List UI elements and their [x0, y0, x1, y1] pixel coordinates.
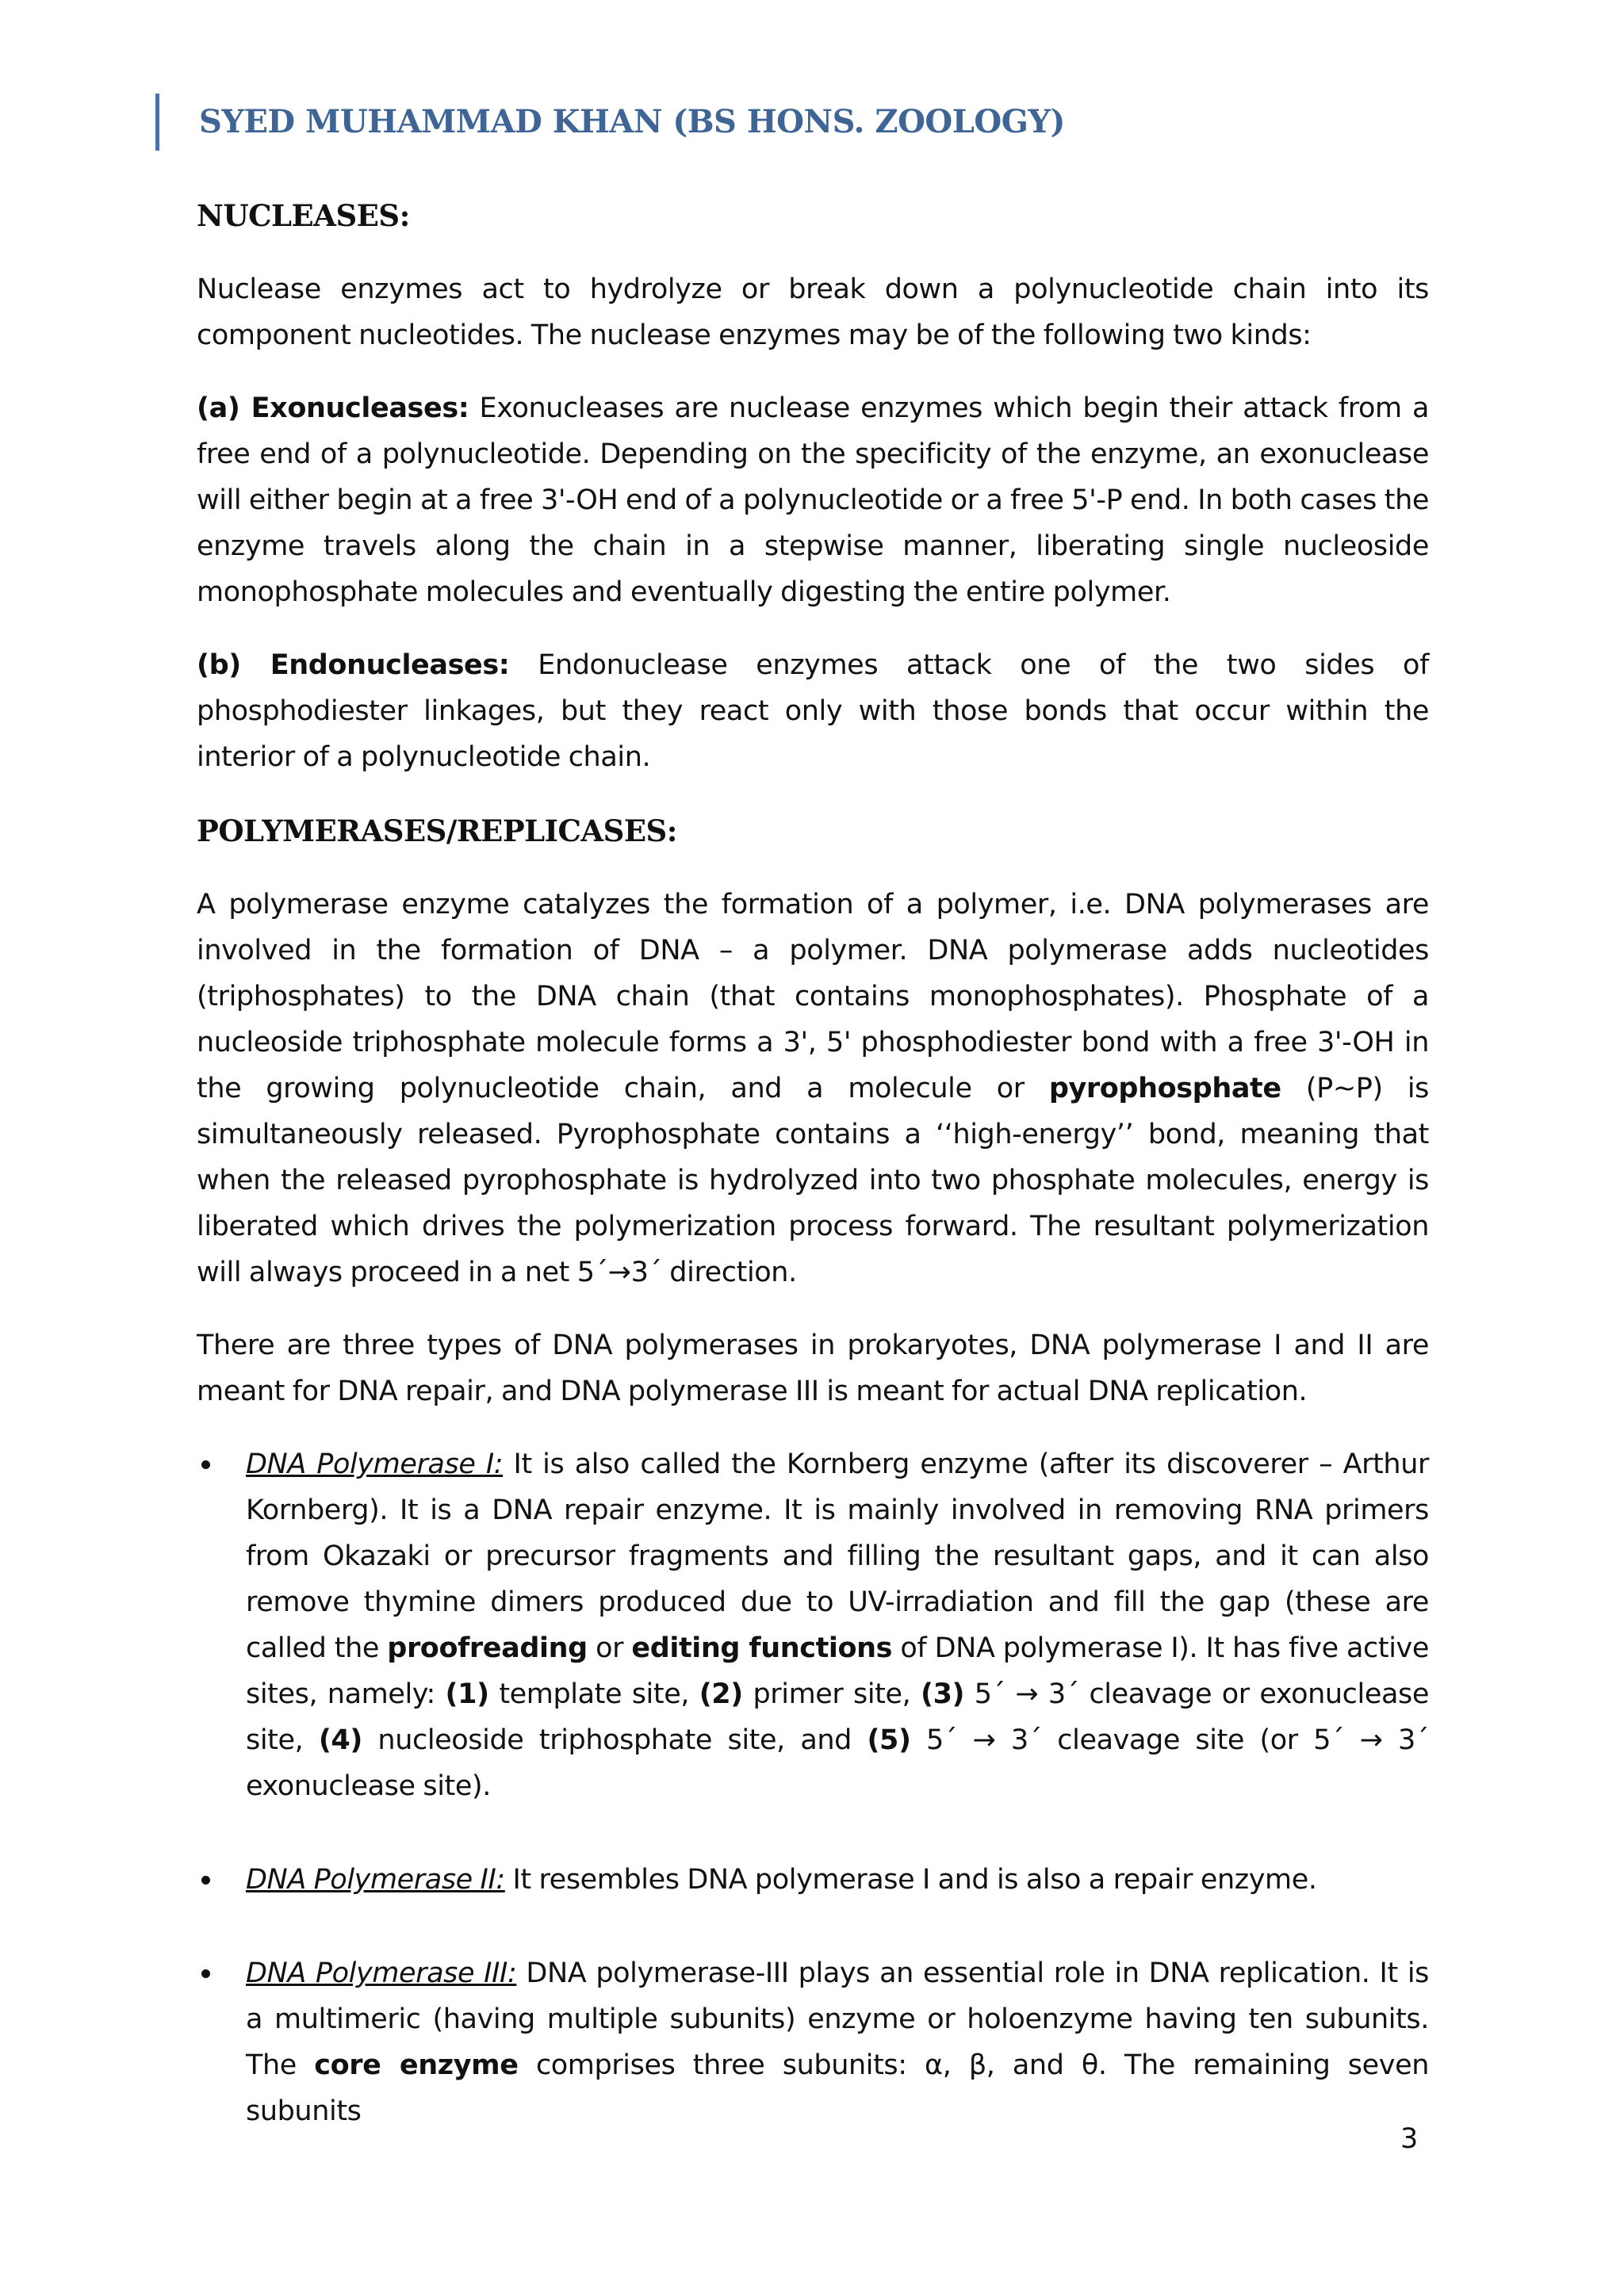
page-number: 3	[1400, 2123, 1419, 2155]
list-item-pol2: DNA Polymerase II: It resembles DNA polymerase I and is also a repair enzyme.	[197, 1857, 1429, 1903]
bullet-icon	[201, 1969, 210, 1978]
endonucleases-paragraph: (b) Endonucleases: Endonuclease enzymes attack one of the two sides of phosphodiester linkages, but they react only with those bonds that occur within the interior of a polynucleotide chain.	[197, 649, 1429, 773]
pol3-term: DNA Polymerase III:	[246, 1957, 517, 1989]
polymerases-paragraph-1: A polymerase enzyme catalyzes the formation of a polymer, i.e. DNA polymerases are involved in the formation of DNA – a polymer. DNA polymerase adds nucleotides (triphosphates) to the DNA chain (that contains monophosphates). Phosphate of a nucleoside triphosphate molecule forms a 3', 5' phosphodiester bond with a free 3'-OH in the growing polynucleotide chain, and a molecule or pyrophosphate (P~P) is simultaneously released. Pyrophosphate contains a ‘‘high-energy’’ bond, meaning that when the released pyrophosphate is hydrolyzed into two phosphate molecules, energy is liberated which drives the polymerization process forward. The resultant polymerization will always proceed in a net 5´→3´ direction.	[197, 889, 1429, 1288]
endonucleases-label: (b) Endonucleases:	[197, 649, 510, 681]
pol2-term: DNA Polymerase II:	[246, 1864, 505, 1896]
polymerase-list	[197, 1441, 1429, 2134]
exonucleases-label: (a) Exonucleases:	[197, 392, 469, 424]
nucleases-heading: NUCLEASES:	[197, 198, 410, 233]
page-header	[155, 94, 1065, 151]
pol1-term: DNA Polymerase I:	[246, 1448, 504, 1480]
bullet-icon	[201, 1876, 210, 1885]
list-item-pol3: DNA Polymerase III: DNA polymerase-III plays an essential role in DNA replication. It is a multimeric (having multiple subunits) enzyme or holoenzyme having ten subunits. The core enzyme comprises three subunits: α, β, and θ. The remaining seven subunits	[197, 1950, 1429, 2134]
nucleases-intro: Nuclease enzymes act to hydrolyze or break down a polynucleotide chain into its component nucleotides. The nuclease enzymes may be of the following two kinds:	[197, 274, 1429, 351]
bullet-icon	[201, 1460, 210, 1469]
list-item-pol1: DNA Polymerase I: It is also called the Kornberg enzyme (after its discoverer – Arthur Kornberg). It is a DNA repair enzyme. It is mainly involved in removing RNA primers from Okazaki or precursor fragments and filling the resultant gaps, and it can also remove thymine dimers produced due to UV-irradiation and fill the gap (these are called the proofreading or editing functions of DNA polymerase I). It has five active sites, namely: (1) template site, (2) primer site, (3) 5´ → 3´ cleavage or exonuclease site, (4) nucleoside triphosphate site, and (5) 5´ → 3´ cleavage site (or 5´ → 3´ exonuclease site).	[197, 1441, 1429, 1809]
exonucleases-paragraph: (a) Exonucleases: Exonucleases are nuclease enzymes which begin their attack from a free end of a polynucleotide. Depending on the specificity of the enzyme, an exonuclease will either begin at a free 3'-OH end of a polynucleotide or a free 5'-P end. In both cases the enzyme travels along the chain in a stepwise manner, liberating single nucleoside monophosphate molecules and eventually digesting the entire polymer.	[197, 392, 1429, 608]
document-body	[197, 190, 1429, 2134]
polymerases-heading: POLYMERASES/REPLICASES:	[197, 813, 677, 848]
polymerases-paragraph-2: There are three types of DNA polymerases in prokaryotes, DNA polymerase I and II are meant for DNA repair, and DNA polymerase III is meant for actual DNA replication.	[197, 1330, 1429, 1407]
author-title: SYED MUHAMMAD KHAN (BS HONS. ZOOLOGY)	[199, 103, 1065, 140]
